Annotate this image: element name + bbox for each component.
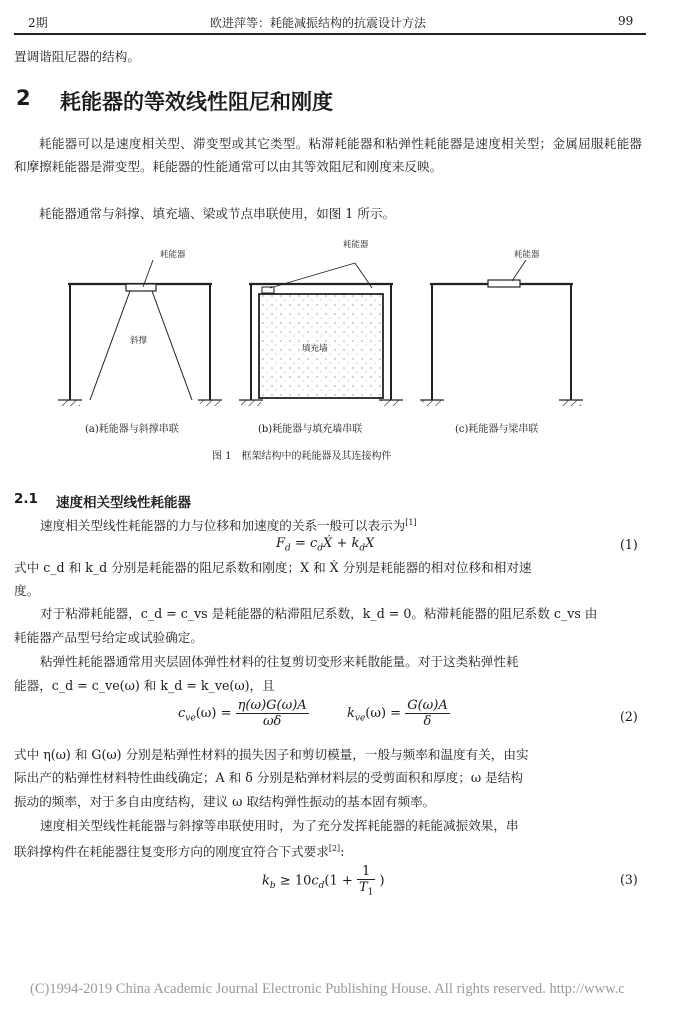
subsection-title: 速度相关型线性耗能器 bbox=[56, 495, 191, 511]
paragraph-6-line-1: 粘弹性耗能器通常用夹层固体弹性材料的往复剪切变形来耗散能量。对于这类粘弹性耗 bbox=[40, 654, 519, 669]
eq1-c-sub: d bbox=[317, 543, 324, 554]
equation-2 bbox=[178, 698, 450, 729]
paragraph-8-line-2-text: 联斜撑构件在耗能器往复变形方向的刚度宜符合下式要求 bbox=[14, 844, 329, 860]
paragraph-7-line-2: 际出产的粘弹性材料特性曲线确定；A 和 δ 分别是粘弹材料层的受剪面积和厚度；ω 是结构 bbox=[14, 770, 523, 785]
eq2-c-arg: (ω) = bbox=[195, 706, 232, 721]
paragraph-8-colon: : bbox=[340, 844, 345, 860]
running-title: 欧进萍等：耗能减振结构的抗震设计方法 bbox=[210, 16, 427, 30]
header-issue: 2期 bbox=[28, 16, 48, 30]
subcaption-c: (c)耗能器与梁串联 bbox=[455, 424, 539, 435]
ref-2: [2] bbox=[328, 844, 341, 853]
equation-1-number: (1) bbox=[620, 537, 638, 552]
eq3-den-t: T bbox=[358, 880, 368, 895]
damper-b-left bbox=[262, 287, 274, 293]
eq1-lhs-sub: d bbox=[285, 543, 291, 554]
eq2-k-fraction bbox=[405, 698, 450, 729]
eq3-paren-open: (1 + bbox=[324, 873, 353, 889]
eq1-x: X bbox=[365, 536, 375, 551]
eq2-k-arg: (ω) = bbox=[365, 706, 402, 721]
eq2-k-denominator: δ bbox=[423, 714, 432, 729]
paragraph-7-line-1: 式中 η(ω) 和 G(ω) 分别是粘弹性材料的损失因子和剪切模量，一般与频率和温度有关，由实 bbox=[14, 747, 529, 762]
paragraph-8-line-1: 速度相关型线性耗能器与斜撑等串联使用时，为了充分发挥耗能器的耗能减振效果，串 bbox=[40, 818, 519, 833]
copyright-footer: (C)1994-2019 China Academic Journal Electronic Publishing House. All rights reserved. http://www.c bbox=[30, 981, 625, 997]
paragraph-5-line-1: 对于粘滞耗能器，c_d = c_vs 是耗能器的粘滞阻尼系数，k_d = 0。粘滞耗能器的阻尼系数 c_vs 由 bbox=[40, 606, 598, 621]
eq1-c: c bbox=[309, 536, 318, 551]
eq2-c-sub: ve bbox=[185, 713, 196, 724]
page-number: 99 bbox=[618, 14, 634, 28]
section-title: 耗能器的等效线性阻尼和刚度 bbox=[60, 90, 333, 114]
eq3-c-sub: d bbox=[318, 880, 325, 891]
eq2-c-numerator: η(ω)G(ω)A bbox=[237, 698, 307, 713]
eq3-relation: ≥ 10 bbox=[279, 873, 312, 889]
paragraph-5-line-2: 耗能器产品型号给定或试验确定。 bbox=[14, 630, 203, 645]
paragraph-4-line-1: 式中 c_d 和 k_d 分别是耗能器的阻尼系数和刚度；X 和 Ẋ 分别是耗能器的相对位移和相对速 bbox=[14, 560, 532, 575]
label-damper-b: 耗能器 bbox=[343, 240, 369, 250]
equation-1 bbox=[276, 536, 374, 554]
paragraph-2: 耗能器通常与斜撑、填充墙、梁或节点串联使用，如图 1 所示。 bbox=[39, 206, 396, 221]
eq1-lhs: F bbox=[276, 536, 286, 551]
subsection-number: 2.1 bbox=[14, 491, 38, 507]
eq3-k-sub: b bbox=[269, 880, 276, 891]
label-brace: 斜撑 bbox=[130, 336, 148, 346]
eq3-den-sub: 1 bbox=[367, 887, 374, 898]
eq1-k-sub: d bbox=[359, 543, 366, 554]
eq1-equals: = bbox=[294, 536, 306, 551]
intro-line: 置调谐阻尼器的结构。 bbox=[14, 49, 140, 64]
eq3-numerator: 1 bbox=[357, 864, 375, 880]
eq2-c-fraction bbox=[236, 698, 309, 729]
subcaption-a: (a)耗能器与斜撑串联 bbox=[85, 424, 179, 435]
subcaption-b: (b)耗能器与填充墙串联 bbox=[258, 424, 363, 435]
paragraph-3 bbox=[40, 512, 417, 537]
eq2-c-denominator: ωδ bbox=[262, 714, 282, 729]
equation-2-number: (2) bbox=[620, 709, 638, 724]
frame-a bbox=[58, 260, 222, 406]
paragraph-6-line-2: 能器，c_d = c_ve(ω) 和 k_d = k_ve(ω)，且 bbox=[14, 678, 275, 693]
eq3-c: c bbox=[311, 873, 319, 889]
paragraph-7-line-3: 振动的频率，对于多自由度结构，建议 ω 取结构弹性振动的基本固有频率。 bbox=[14, 794, 436, 809]
equation-3-number: (3) bbox=[620, 872, 638, 887]
eq3-fraction bbox=[357, 864, 375, 898]
label-damper-a: 耗能器 bbox=[160, 250, 186, 260]
figure-caption: 图 1 框架结构中的耗能器及其连接构件 bbox=[212, 451, 392, 462]
paragraph-8-line-2 bbox=[14, 838, 344, 863]
eq2-k: k bbox=[346, 706, 355, 721]
eq3-k: k bbox=[262, 873, 270, 889]
header-rule bbox=[14, 33, 646, 35]
eq1-xdot: Ẋ bbox=[323, 536, 333, 551]
label-damper-c: 耗能器 bbox=[514, 250, 540, 260]
ref-1: [1] bbox=[405, 518, 417, 527]
frame-c bbox=[420, 260, 583, 406]
damper-c bbox=[488, 280, 520, 287]
section-number: 2 bbox=[16, 86, 31, 110]
eq2-c: c bbox=[178, 706, 186, 721]
eq1-plus: + bbox=[336, 536, 348, 551]
eq2-k-numerator: G(ω)A bbox=[407, 698, 448, 713]
eq1-k: k bbox=[351, 536, 360, 551]
label-infill: 填充墙 bbox=[302, 344, 328, 354]
eq2-k-sub: ve bbox=[354, 713, 366, 724]
equation-3 bbox=[262, 864, 385, 898]
eq3-paren-close: ) bbox=[379, 873, 385, 889]
damper-a bbox=[126, 284, 156, 291]
eq3-denominator bbox=[357, 880, 375, 898]
frame-b bbox=[239, 263, 403, 406]
paragraph-4-line-2: 度。 bbox=[14, 583, 40, 598]
paragraph-1: 耗能器可以是速度相关型、滞变型或其它类型。粘滞耗能器和粘弹性耗能器是速度相关型；金属屈服耗能器和摩擦耗能器是滞变型。耗能器的性能通常可以由其等效阻尼和刚度来反映。 bbox=[14, 136, 642, 174]
paragraph-3-text: 速度相关型线性耗能器的力与位移和加速度的关系一般可以表示为 bbox=[40, 518, 406, 534]
